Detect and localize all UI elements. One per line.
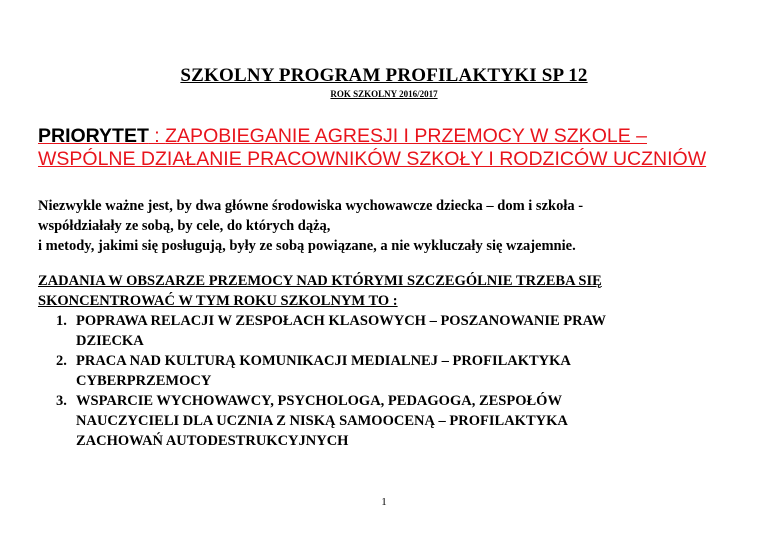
priority-separator: : [148, 125, 166, 147]
task-number: 3. [56, 393, 67, 409]
intro-line: współdziałały ze sobą, by cele, do których dążą, [38, 218, 331, 234]
intro-line: i metody, jakimi się posługują, były ze sobą powiązane, a nie wykluczały się wzajemnie. [38, 238, 576, 254]
task-item [38, 351, 728, 391]
task-line: ZACHOWAŃ AUTODESTRUKCYJNYCH [76, 433, 349, 449]
task-line: PRACA NAD KULTURĄ KOMUNIKACJI MEDIALNEJ – PROFILAKTYKA [76, 353, 571, 369]
intro-line: Niezwykle ważne jest, by dwa główne środowiska wychowawcze dziecka – dom i szkoła - [38, 198, 584, 214]
task-line: CYBERPRZEMOCY [76, 373, 212, 389]
task-number: 2. [56, 353, 67, 369]
task-line: NAUCZYCIELI DLA UCZNIA Z NISKĄ SAMOOCENĄ – PROFILAKTYKA [76, 413, 568, 429]
task-number: 1. [56, 313, 67, 329]
priority-text: ZAPOBIEGANIE AGRESJI I PRZEMOCY W SZKOLE – WSPÓLNE DZIAŁANIE PRACOWNIKÓW SZKOŁY I RODZICÓW UCZNIÓW [38, 125, 707, 170]
tasks-heading-line: ZADANIA W OBSZARZE PRZEMOCY NAD KTÓRYMI SZCZEGÓLNIE TRZEBA SIĘ [38, 273, 602, 289]
task-line: WSPARCIE WYCHOWAWCY, PSYCHOLOGA, PEDAGOGA, ZESPOŁÓW [76, 393, 562, 409]
document-title: SZKOLNY PROGRAM PROFILAKTYKI SP 12 [180, 65, 588, 86]
task-list [38, 311, 728, 451]
priority-statement [38, 125, 738, 171]
task-item [38, 391, 728, 451]
tasks-heading [38, 271, 738, 311]
school-year-subtitle: ROK SZKOLNY 2016/2017 [330, 89, 438, 99]
task-line: DZIECKA [76, 333, 144, 349]
task-line: POPRAWA RELACJI W ZESPOŁACH KLASOWYCH – POSZANOWANIE PRAW [76, 313, 607, 329]
page-number: 1 [381, 496, 387, 508]
task-item [38, 311, 728, 351]
tasks-heading-line: SKONCENTROWAĆ W TYM ROKU SZKOLNYM TO : [38, 293, 398, 309]
intro-paragraph [38, 196, 738, 256]
priority-label: PRIORYTET [38, 125, 149, 147]
